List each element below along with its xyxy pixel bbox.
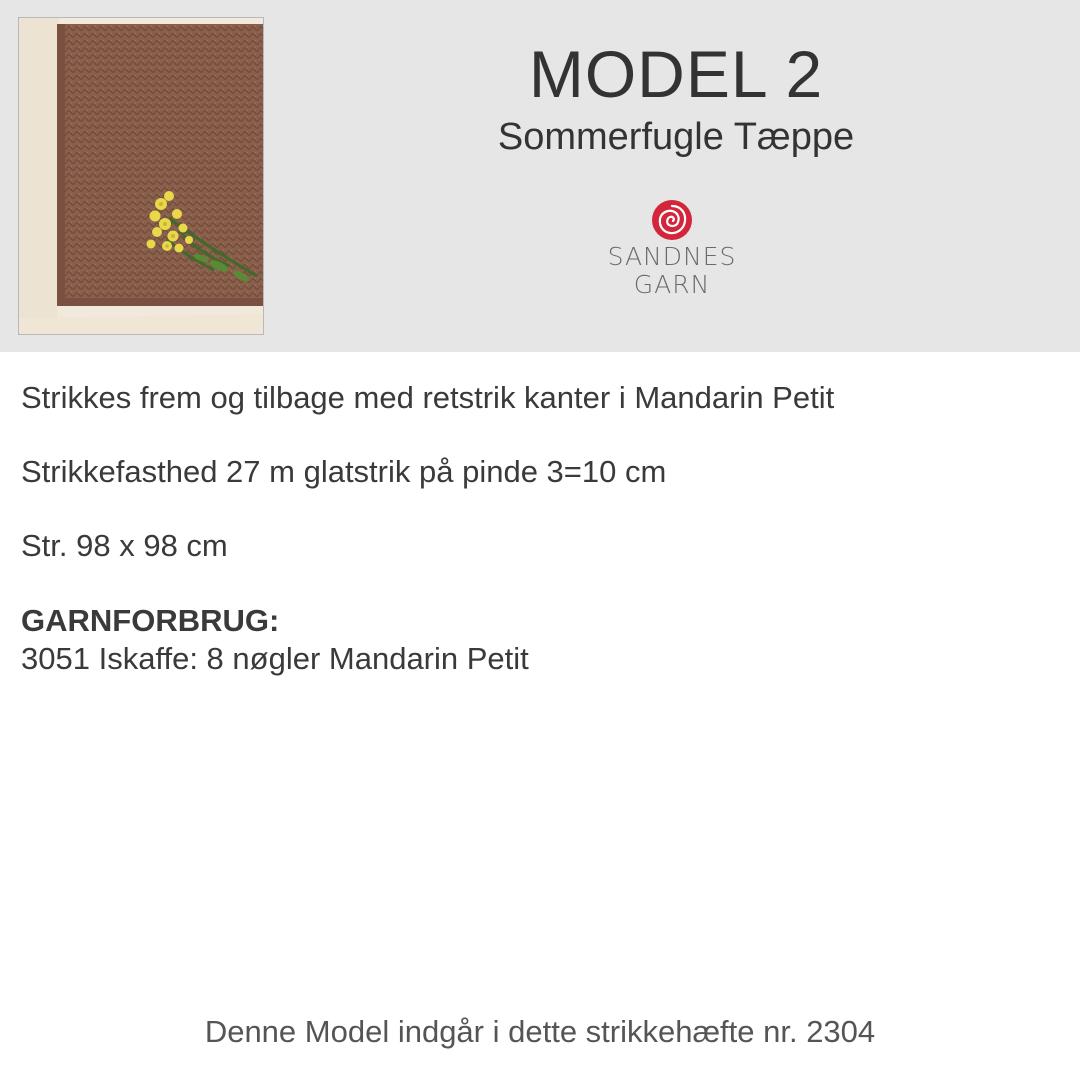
sandnes-garn-logo	[604, 198, 740, 302]
header-panel	[0, 0, 1080, 352]
booklet-note: Denne Model indgår i dette strikkehæfte nr. 2304	[204, 1014, 876, 1049]
logo-text-line-2: GARN	[633, 270, 711, 299]
rose-spiral-logo-icon	[650, 198, 694, 242]
page-title: MODEL 2	[528, 37, 824, 111]
yarn-usage-line: 3051 Iskaffe: 8 nøgler Mandarin Petit	[21, 641, 529, 676]
yarn-usage-heading: GARNFORBRUG:	[21, 603, 280, 638]
blanket-photo	[18, 17, 264, 335]
knitted-blanket-with-flowers-photo	[19, 18, 263, 334]
blanket-size: Str. 98 x 98 cm	[21, 528, 228, 563]
knitting-method: Strikkes frem og tilbage med retstrik kanter i Mandarin Petit	[21, 380, 835, 415]
logo-text-line-1: SANDNES	[607, 242, 737, 271]
page-subtitle: Sommerfugle Tæppe	[497, 116, 855, 158]
knitting-gauge: Strikkefasthed 27 m glatstrik på pinde 3=10 cm	[21, 454, 667, 489]
